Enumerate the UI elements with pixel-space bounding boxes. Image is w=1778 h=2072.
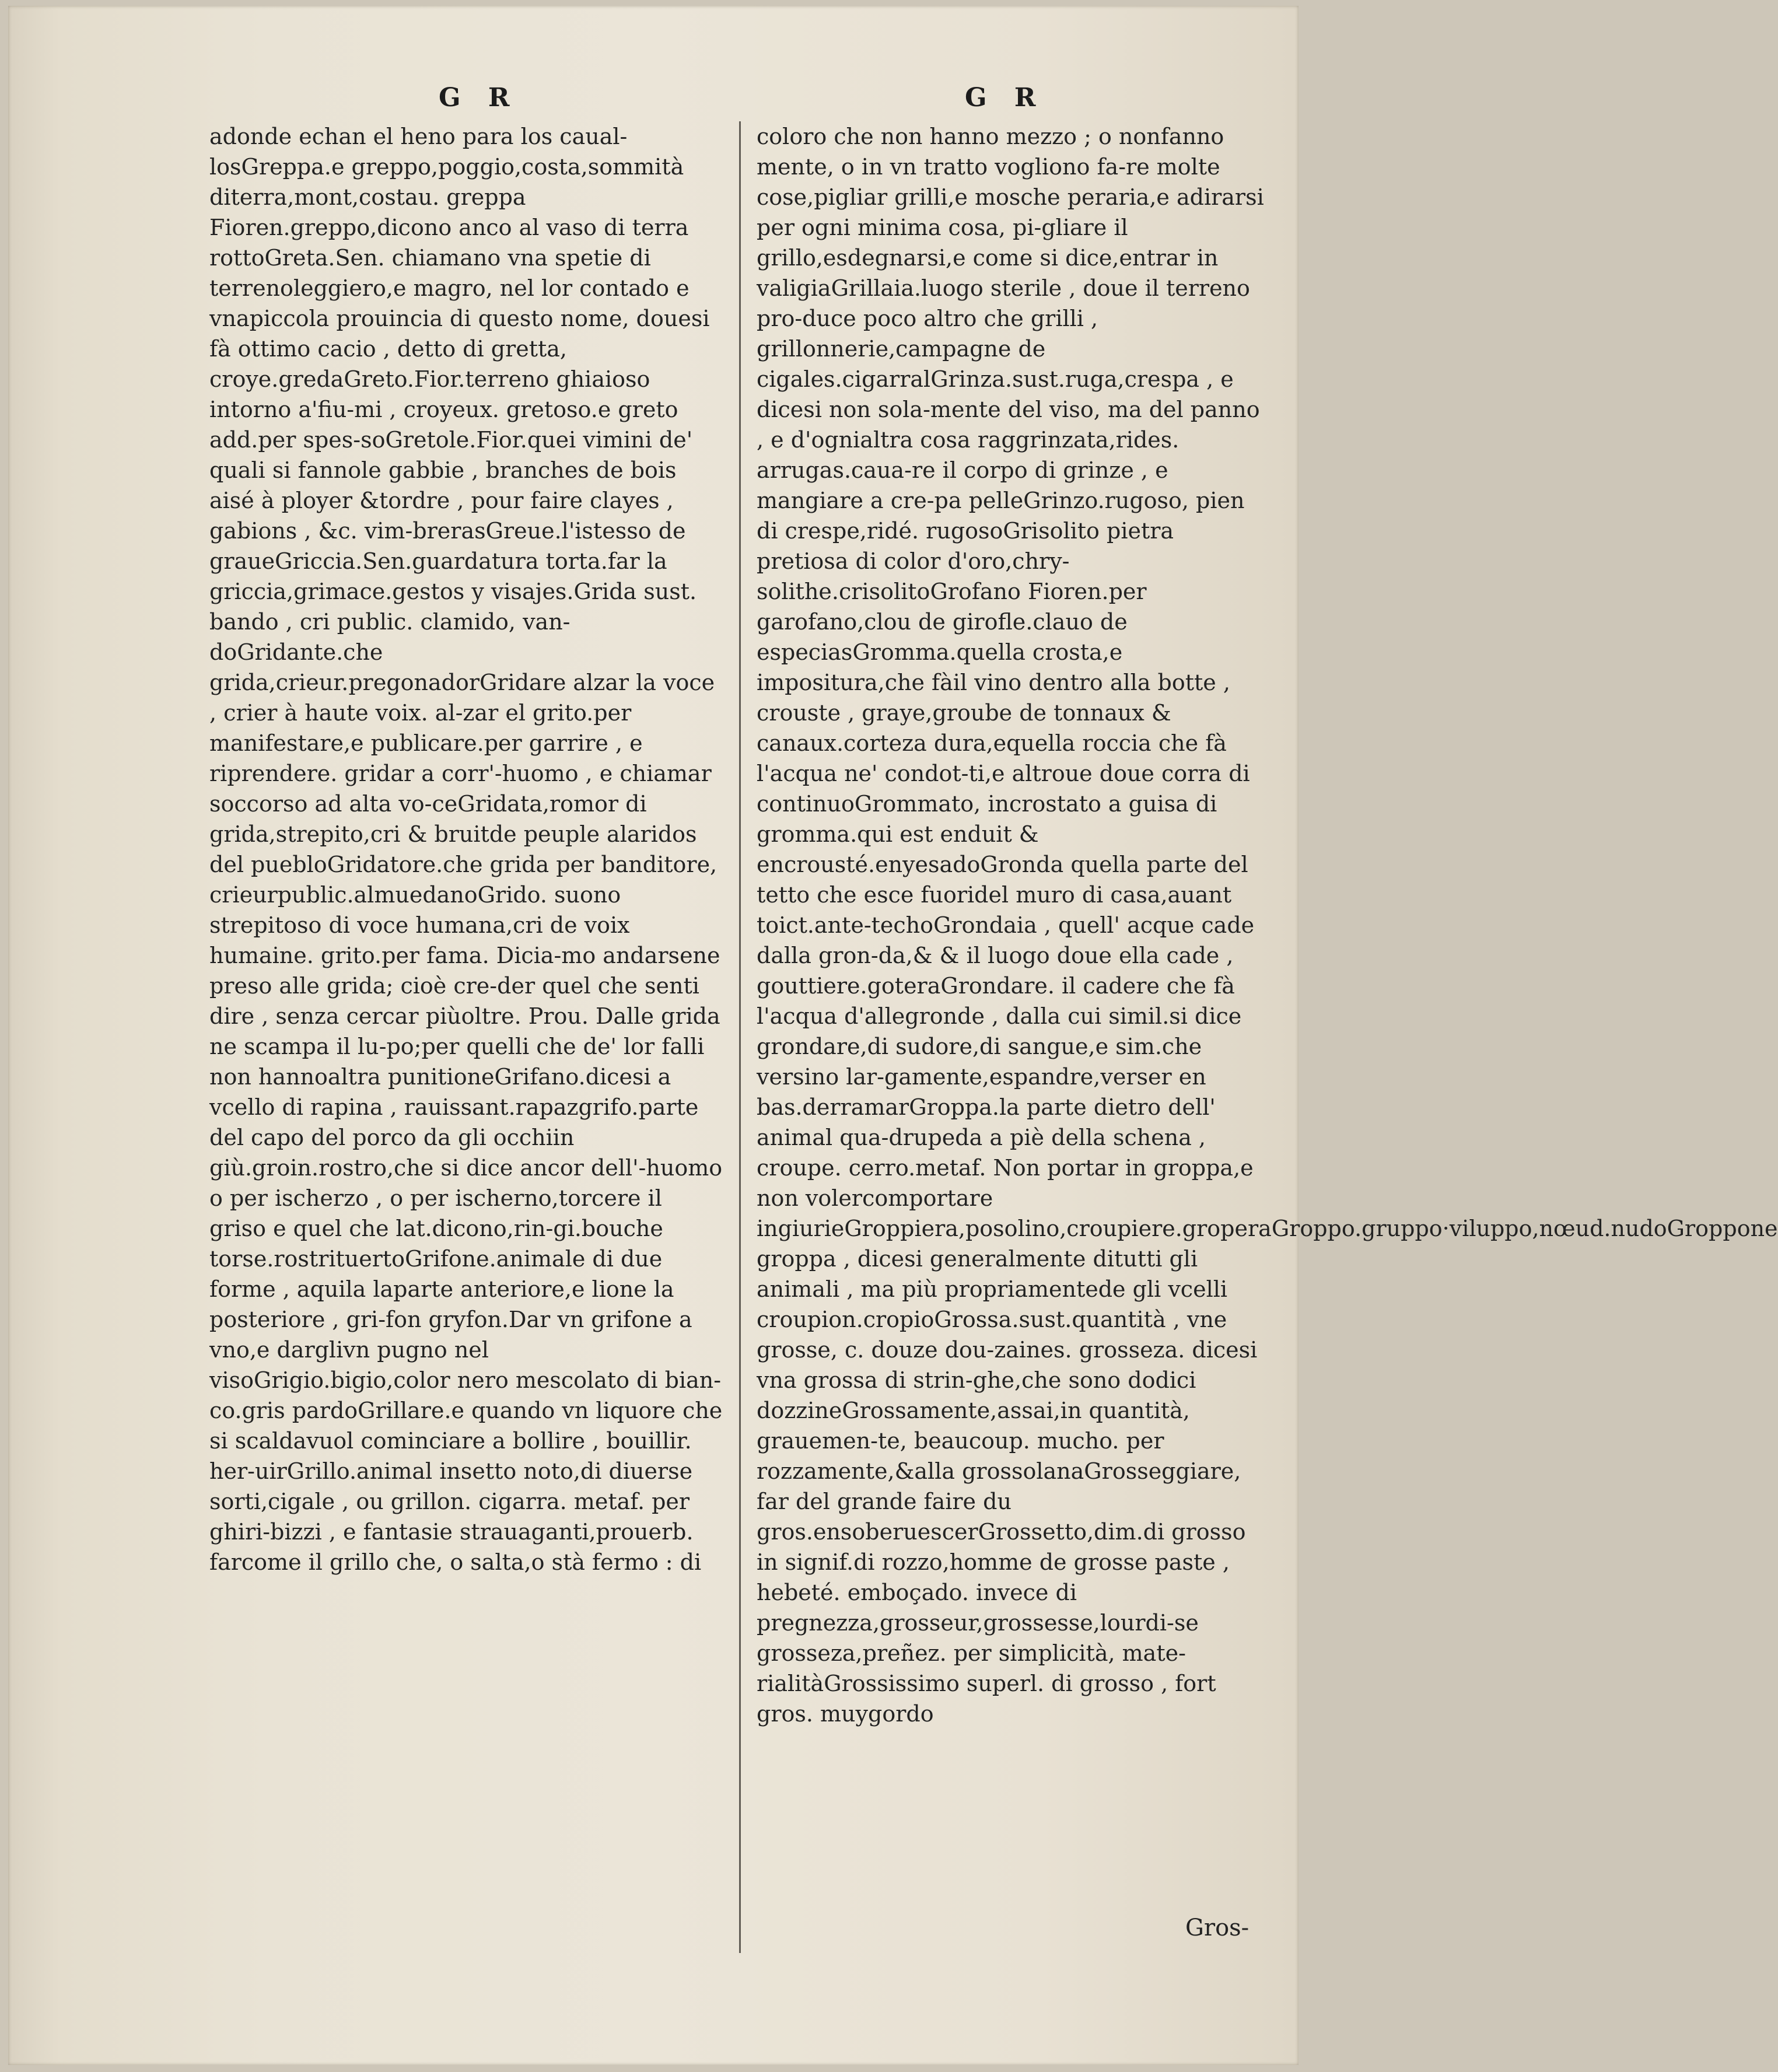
entry-headword-line: Groppiera,posolino,croupiere.gropera <box>844 1216 1272 1241</box>
entry-text-line: metaf. Non portar in groppa,e non voler <box>757 1155 1254 1211</box>
entry-text-line: ensoberuescer <box>813 1519 978 1545</box>
entry-text-line: dicono anco al vaso di terra rotto <box>209 215 689 271</box>
entry-text-line: per garrire , e riprendere. gridar a corr'- <box>209 730 643 786</box>
entry-text-line: le gabbie , branches de bois aisé à ployer & <box>209 457 677 513</box>
entry-headword-line: Grossamente,assai,in quantità, grauemen- <box>757 1398 1190 1454</box>
entry-text-line: tutti gli animali , ma più propriamente <box>757 1246 1198 1302</box>
entry-text-line: vece di pregnezza,grosseur,grossesse,lourdi- <box>757 1580 1174 1636</box>
entry-headword-line: Greppa.e greppo,poggio,costa,sommità di <box>209 154 684 210</box>
entry-text-line: quella roccia che fà l'acqua ne' condot- <box>757 730 1227 786</box>
entry-text-line: gamente,espandre,verser en bas.derramar <box>757 1064 1206 1120</box>
column-rule <box>739 121 741 1953</box>
entry-text-line: oltre. Prou. Dalle grida ne scampa il lu- <box>209 1003 720 1059</box>
entry-text-line: coloro che non hanno mezzo ; o non <box>757 124 1161 149</box>
entry-text-line: mo andarsene preso alle grida; cioè cre- <box>209 943 720 999</box>
entry-text-line: qui est enduit & encrousté.enyesado <box>757 821 1039 877</box>
entry-text-line: duce poco altro che grilli , grillonnerie, <box>757 306 1098 362</box>
entry-text-line: po;per quelli che de' lor falli non hanno <box>209 1034 705 1090</box>
entry-text-line: gronde , dalla cui simil.si dice grondare, <box>757 1003 1242 1059</box>
entry-text-line: grimace.gestos y visajes. <box>293 579 574 604</box>
entry-text-line: cigale , ou grillon. cigarra. metaf. per ghiri- <box>209 1489 690 1545</box>
running-head-left: G R <box>439 83 519 113</box>
left-column <box>209 121 723 1577</box>
entry-headword-line: Grinza.sust.ruga,crespa , e dicesi non sola- <box>757 366 1234 422</box>
entry-text-line: se grosseza,preñez. per simplicità, mate- <box>757 1610 1199 1666</box>
entry-text-line: cri de voix humaine. grito.per fama. Dicia- <box>209 912 630 968</box>
entry-headword-line: Greto.Fior.terreno ghiaioso intorno a'fiu- <box>209 366 650 422</box>
entry-text-line: so <box>360 427 386 453</box>
entry-headword-line: Groppo.gruppo·viluppo,nœud.nudo <box>1271 1216 1667 1241</box>
entry-text-line: come il grillo che, o salta,o stà fermo : di <box>241 1549 702 1575</box>
entry-headword-line: Gridante.che grida,crieur.pregonador <box>209 639 480 695</box>
entry-text-line: di sudore,di sangue,e sim.che versino lar- <box>757 1034 1202 1090</box>
entry-text-line: breras <box>412 518 486 544</box>
entry-text-line: adonde echan el heno para los caual- <box>209 124 628 149</box>
entry-text-line: fon gryfon.Dar vn grifone a vno,e dargli <box>209 1307 692 1363</box>
entry-text-line: comportare ingiurie <box>757 1185 993 1241</box>
entry-headword-line: Grondare. il cadere che fà l'acqua d'alle <box>757 973 1235 1029</box>
entry-headword-line: Gridata,romor di grida,strepito,cri & bruit <box>209 791 647 847</box>
entry-text-line: public.almuedano <box>277 882 478 908</box>
entry-text-line: der quel che senti dire , senza cercar più <box>209 973 699 1029</box>
entry-text-line: tordre , pour faire clayes , gabions , &c. vim- <box>209 488 674 544</box>
entry-text-line: in giù.groin.rostro,che si dice ancor dell'- <box>209 1125 646 1181</box>
entry-text-line: campagne de cigales.cigarral <box>757 336 1046 392</box>
entry-headword-line: Groppa.la parte dietro dell' animal qua- <box>757 1094 1216 1150</box>
entry-headword-line: Greue.l'istesso de graue <box>209 518 686 574</box>
entry-text-line: fanno mente, o in vn tratto vogliono fa- <box>757 124 1224 180</box>
entry-text-line: re il corpo di grinze , e mangiare a cre- <box>757 457 1168 513</box>
entry-text-line: bizzi , e fantasie strauaganti,prouerb. far <box>209 1519 694 1575</box>
entry-headword-line: Gromma.quella crosta,e impositura,che fà <box>757 639 1123 695</box>
entry-headword-line: Grosseggiare, far del grande faire du gros. <box>757 1458 1241 1545</box>
entry-text-line: alla grossolana <box>914 1458 1084 1484</box>
entry-headword-line: Grossissimo superl. di grosso , fort gros. muy <box>757 1671 1216 1727</box>
entry-headword-line: Gretole.Fior.quei vimini de' quali si fanno <box>209 427 693 483</box>
entry-text-line: groube de tonnaux & canaux.corteza dura,e <box>757 700 1171 756</box>
entry-text-line: mi , croyeux. gretoso.e greto add.per spes- <box>209 397 678 453</box>
entry-text-line: drupeda a piè della schena , croupe. cerro. <box>757 1125 1206 1181</box>
entry-text-line: vuol cominciare a bollire , bouillir. her- <box>209 1428 692 1484</box>
entry-text-line: gi.bouche torse.rostrituerto <box>209 1216 663 1272</box>
running-head-right: G R <box>965 83 1045 113</box>
entry-text-line: terra,mont,costau. greppa Fioren.greppo, <box>209 184 526 240</box>
entry-text-line: de peuple alaridos del pueblo <box>209 821 697 877</box>
entry-headword-line: Gridatore.che grida per banditore, crieur <box>209 852 718 908</box>
entry-text-line: clauo de especias <box>757 609 1128 665</box>
entry-text-line: zaines. grosseza. dicesi vna grossa di strin- <box>757 1337 1258 1393</box>
entry-text-line: torcere il griso e quel che lat.dicono,rin- <box>209 1185 662 1241</box>
entry-headword-line: Grofano Fioren.per garofano,clou de girofle. <box>757 579 1147 635</box>
entry-text-line: los <box>209 154 242 180</box>
entry-headword-line: Griccia.Sen.guardatura torta.far la griccia, <box>209 548 667 604</box>
entry-headword-line: Grillo.animal insetto noto,di diuerse sorti, <box>209 1458 693 1514</box>
entry-text-line: rapaz <box>515 1094 579 1120</box>
entry-text-line: gliare il grillo,esdegnarsi,e come si dice, <box>757 215 1128 271</box>
entry-text-line: greda <box>278 366 344 392</box>
entry-text-line: vn pugno nel viso <box>209 1337 489 1393</box>
entry-text-line: entrar in valigia <box>757 245 1219 301</box>
entry-text-line: solithe.crisolito <box>757 579 930 604</box>
entry-text-line: co.gris pardo <box>209 1398 358 1423</box>
entry-headword-line: Gronda quella parte del tetto che esce fuori <box>757 852 1248 908</box>
entry-text-line: rialità <box>757 1671 824 1696</box>
entry-headword-line: grifo.parte del capo del porco da gli occhi <box>209 1094 699 1150</box>
entry-text-line: leggiero,e magro, nel lor contado e vna <box>209 275 690 331</box>
entry-text-line: piccola prouincia di questo nome, doue <box>249 306 691 331</box>
entry-text-line: gordo <box>868 1701 934 1727</box>
entry-text-line: zar el grito.per manifestare,e publicare. <box>209 700 632 756</box>
entry-text-line: parte anteriore,e lione la posteriore , gri- <box>209 1276 674 1332</box>
entry-text-line: ti,e altroue doue corra di continuo <box>757 761 1250 817</box>
entry-text-line: huomo o per ischerzo , o per ischerno, <box>209 1155 723 1211</box>
entry-text-line: te, beaucoup. mucho. per rozzamente,& <box>757 1428 1164 1484</box>
book-page <box>8 6 1778 2065</box>
catchword: Gros- <box>1185 1915 1250 1941</box>
entry-text-line: de gli vcelli croupion.cropio <box>757 1276 1228 1332</box>
entry-text-line: del muro di casa,auant toict.ante-techo <box>757 882 1232 938</box>
entry-headword-line: Gridare alzar la voce , crier à haute voix. al- <box>209 670 715 726</box>
entry-headword-line: Grisolito pietra pretiosa di color d'oro,chry- <box>757 518 1174 574</box>
entry-text-line: uir <box>254 1458 287 1484</box>
entry-headword-line: Grillaia.luogo sterile , doue il terreno pro- <box>757 275 1250 331</box>
entry-headword-line: Grossetto,dim.di grosso in signif.di rozzo, <box>757 1519 1246 1575</box>
entry-text-line: altra punitione <box>327 1064 495 1090</box>
entry-text-line: homme de grosse paste , hebeté. emboçado. in <box>757 1549 1230 1605</box>
entry-text-line: aria,e adirarsi per ogni minima cosa, pi- <box>757 184 1264 240</box>
right-column <box>757 121 1778 1729</box>
entry-headword-line: Grillare.e quando vn liquore che si scalda <box>209 1398 723 1454</box>
entry-text-line: ce <box>432 791 458 817</box>
entry-headword-line: Grondaia , quell' acque cade dalla gron- <box>757 912 1255 968</box>
entry-text-line: huomo , e chiamar soccorso ad alta vo- <box>209 761 712 817</box>
entry-text-line: gotera <box>867 973 941 999</box>
entry-headword-line: Greta.Sen. chiamano vna spetie di terreno <box>209 245 651 301</box>
entry-headword-line: Grifano.dicesi a vcello di rapina , rauissant. <box>209 1064 671 1120</box>
entry-text-line: ghe,che sono dodici dozzine <box>757 1367 1196 1423</box>
entry-headword-line: Groppone groppa , dicesi generalmente di <box>757 1216 1778 1272</box>
entry-text-line: da,& & il luogo doue ella cade , gouttiere. <box>757 943 1234 999</box>
entry-text-line: pa pelle <box>934 488 1024 513</box>
entry-text-line: mente del viso, ma del panno , e d'ogni <box>757 397 1260 453</box>
entry-headword-line: Grida sust. bando , cri public. clamido, van- <box>209 579 697 635</box>
entry-text-line: do <box>209 639 237 665</box>
entry-headword-line: Grifone.animale di due forme , aquila la <box>209 1246 663 1302</box>
entry-text-line: re molte cose,pigliar grilli,e mosche per <box>757 154 1220 210</box>
entry-text-line: si fà ottimo cacio , detto di gretta, croye. <box>209 306 710 392</box>
entry-text-line: altra cosa raggrinzata,rides. arrugas.caua- <box>757 427 1180 483</box>
entry-text-line: il vino dentro alla botte , crouste , graye, <box>757 670 1230 726</box>
entry-headword-line: Grido. suono strepitoso di voce humana, <box>209 882 621 938</box>
entry-headword-line: Grossa.sust.quantità , vne grosse, c. douze dou- <box>757 1307 1227 1363</box>
entry-headword-line: Grinzo.rugoso, pien di crespe,ridé. rugoso <box>757 488 1245 544</box>
entry-headword-line: Grigio.bigio,color nero mescolato di bian- <box>254 1367 722 1393</box>
entry-headword-line: Grommato, incrostato a guisa di gromma. <box>757 791 1217 847</box>
